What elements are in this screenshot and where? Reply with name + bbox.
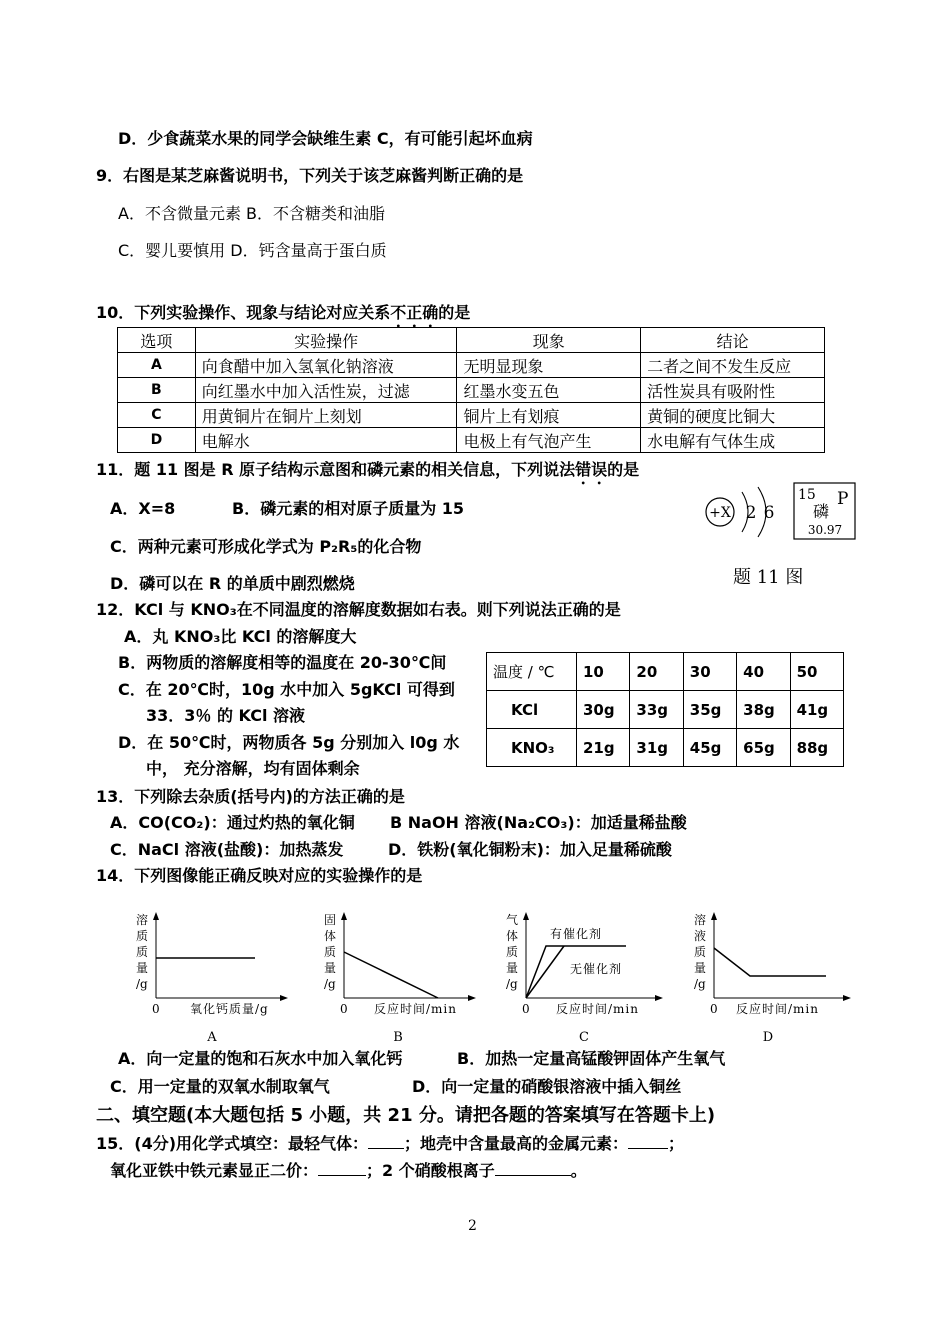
svg-text:0: 0	[152, 1002, 160, 1016]
table-cell: 二者之间不发生反应	[641, 353, 825, 378]
table-cell: 红墨水变五色	[457, 378, 641, 403]
q13-option-c: C．NaCl 溶液(盐酸)：加热蒸发	[110, 840, 344, 859]
svg-text:量: 量	[506, 961, 519, 975]
table-cell: 向红墨水中加入活性炭，过滤	[195, 378, 457, 403]
table-header-row	[487, 653, 844, 691]
q11-option-a: A．X=8	[110, 499, 176, 518]
table-header: 40	[737, 653, 790, 691]
q12-option-c-line2: 33．3％ 的 KCl 溶液	[146, 706, 306, 725]
svg-text:B: B	[393, 1030, 403, 1045]
svg-text:量: 量	[324, 961, 337, 975]
q11-option-b: B．磷元素的相对原子质量为 15	[232, 499, 465, 518]
svg-text:A: A	[207, 1030, 217, 1045]
table-header: 20	[630, 653, 683, 691]
table-header: 结论	[641, 328, 825, 353]
graph-b	[318, 910, 488, 1045]
svg-text:0: 0	[340, 1002, 348, 1016]
q9-options-line2: C．婴儿要慎用 D．钙含量高于蛋白质	[118, 241, 387, 260]
table-cell: 30g	[577, 691, 630, 729]
q14-stem: 14．下列图像能正确反映对应的实验操作的是	[96, 866, 423, 885]
table-cell: 31g	[630, 729, 683, 767]
svg-text:溶: 溶	[694, 913, 707, 927]
table-cell: 电解水	[195, 428, 457, 453]
q14-option-a: A．向一定量的饱和石灰水中加入氧化钙	[118, 1049, 403, 1068]
svg-text:质: 质	[324, 945, 337, 959]
table-cell: 88g	[790, 729, 843, 767]
svg-text:反应时间/min: 反应时间/min	[374, 1002, 457, 1016]
figure-11-caption: 题 11 图	[733, 567, 804, 588]
q10-table	[117, 327, 825, 453]
q15-line2: 氧化亚铁中铁元素显正二价： ；2 个硝酸根离子 。	[110, 1161, 587, 1180]
table-header: 30	[683, 653, 736, 691]
q14-option-b: B．加热一定量高锰酸钾固体产生氧气	[457, 1049, 726, 1068]
table-header: 温度 / ℃	[487, 653, 577, 691]
solubility-table	[486, 652, 844, 767]
table-row	[118, 353, 825, 378]
table-cell: 电极上有气泡产生	[457, 428, 641, 453]
svg-text:固: 固	[324, 913, 337, 927]
svg-text:质: 质	[694, 945, 707, 959]
table-cell: 无明显现象	[457, 353, 641, 378]
svg-text:0: 0	[710, 1002, 718, 1016]
table-cell: D	[118, 428, 196, 453]
q9-options-line1: A．不含微量元素 B．不含糖类和油脂	[118, 204, 386, 223]
graph-d-line	[714, 948, 826, 976]
svg-text:氧化钙质量/g: 氧化钙质量/g	[190, 1002, 269, 1016]
table-header-row	[118, 328, 825, 353]
q13-stem: 13．下列除去杂质(括号内)的方法正确的是	[96, 787, 405, 806]
atomic-mass: 30.97	[807, 523, 843, 537]
table-cell: 铜片上有划痕	[457, 403, 641, 428]
graph-c	[500, 910, 675, 1045]
q8-option-d: D．少食蔬菜水果的同学会缺维生素 C，有可能引起坏血病	[118, 129, 533, 148]
svg-text:D: D	[762, 1030, 774, 1045]
q14-option-d: D．向一定量的硝酸银溶液中插入铜丝	[412, 1077, 682, 1096]
q10-stem: 10．下列实验操作、现象与结论对应关系不正确的是	[96, 303, 471, 322]
table-cell: 用黄铜片在铜片上刻划	[195, 403, 457, 428]
svg-text:0: 0	[522, 1002, 530, 1016]
table-cell: KCl	[487, 691, 577, 729]
table-header: 50	[790, 653, 843, 691]
table-header: 实验操作	[195, 328, 457, 353]
svg-text:有催化剂: 有催化剂	[550, 927, 603, 941]
shell-electrons-2: 6	[763, 503, 775, 523]
answer-blank	[628, 1148, 668, 1149]
section-2-title: 二、填空题(本大题包括 5 小题，共 21 分。请把各题的答案填写在答题卡上)	[96, 1105, 716, 1126]
table-cell: C	[118, 403, 196, 428]
svg-text:液: 液	[694, 929, 707, 943]
q13-option-b: B NaOH 溶液(Na₂CO₃)：加适量稀盐酸	[390, 813, 687, 832]
q15-line1: 15．(4分)用化学式填空：最轻气体： ；地壳中含量最高的金属元素： ；	[96, 1134, 685, 1153]
nucleus-label: +X	[709, 505, 731, 521]
element-symbol: P	[837, 489, 849, 509]
svg-text:体: 体	[324, 929, 337, 943]
table-row	[118, 428, 825, 453]
table-header: 现象	[457, 328, 641, 353]
svg-text:/g: /g	[694, 977, 706, 991]
svg-text:质: 质	[136, 929, 149, 943]
q14-option-c: C．用一定量的双氧水制取氧气	[110, 1077, 330, 1096]
table-row	[487, 691, 844, 729]
q11-option-d: D．磷可以在 R 的单质中剧烈燃烧	[110, 574, 355, 593]
table-cell: 35g	[683, 691, 736, 729]
answer-blank	[368, 1148, 404, 1149]
q12-option-d-line1: D．在 50℃时，两物质各 5g 分别加入 l0g 水	[118, 733, 460, 752]
q13-option-a: A．CO(CO₂)：通过灼热的氧化铜	[110, 813, 355, 832]
svg-text:量: 量	[136, 961, 149, 975]
table-cell: 21g	[577, 729, 630, 767]
table-row	[118, 378, 825, 403]
table-cell: 33g	[630, 691, 683, 729]
table-cell: A	[118, 353, 196, 378]
table-header: 10	[577, 653, 630, 691]
table-header: 选项	[118, 328, 196, 353]
table-row	[487, 729, 844, 767]
svg-text:气: 气	[506, 913, 519, 927]
table-cell: 38g	[737, 691, 790, 729]
table-cell: 水电解有气体生成	[641, 428, 825, 453]
svg-text:反应时间/min: 反应时间/min	[736, 1002, 819, 1016]
atom-structure-diagram	[700, 482, 795, 542]
svg-text:量: 量	[694, 961, 707, 975]
q11-stem: 11．题 11 图是 R 原子结构示意图和磷元素的相关信息，下列说法错误的是	[96, 460, 640, 479]
table-cell: 45g	[683, 729, 736, 767]
q12-option-d-line2: 中， 充分溶解，均有固体剩余	[146, 759, 360, 778]
table-cell: 黄铜的硬度比铜大	[641, 403, 825, 428]
table-cell: 向食醋中加入氢氧化钠溶液	[195, 353, 457, 378]
graph-a	[130, 910, 300, 1045]
table-row	[118, 403, 825, 428]
page-number: 2	[468, 1218, 477, 1234]
q12-option-a: A．丸 KNO₃比 KCl 的溶解度大	[124, 627, 357, 646]
q9-stem: 9．右图是某芝麻酱说明书，下列关于该芝麻酱判断正确的是	[96, 166, 524, 185]
table-cell: 65g	[737, 729, 790, 767]
shell-electrons-1: 2	[745, 503, 757, 523]
q12-stem: 12．KCl 与 KNO₃在不同温度的溶解度数据如右表。则下列说法正确的是	[96, 600, 621, 619]
table-cell: 活性炭具有吸附性	[641, 378, 825, 403]
q12-option-c-line1: C．在 20℃时，10g 水中加入 5gKCl 可得到	[118, 680, 455, 699]
table-cell: B	[118, 378, 196, 403]
answer-blank	[318, 1175, 366, 1176]
answer-blank	[495, 1175, 571, 1176]
graph-d	[688, 910, 863, 1045]
graph-c-no-catalyst-line	[526, 946, 564, 998]
svg-text:无催化剂: 无催化剂	[570, 962, 623, 976]
svg-text:/g: /g	[324, 977, 336, 991]
svg-text:体: 体	[506, 929, 519, 943]
svg-text:质: 质	[506, 945, 519, 959]
svg-text:C: C	[579, 1030, 589, 1045]
svg-text:溶: 溶	[136, 913, 149, 927]
q13-option-d: D．铁粉(氧化铜粉末)：加入足量稀硫酸	[388, 840, 672, 859]
svg-text:质: 质	[136, 945, 149, 959]
q12-option-b: B．两物质的溶解度相等的温度在 20-30℃间	[118, 653, 447, 672]
svg-text:反应时间/min: 反应时间/min	[556, 1002, 639, 1016]
element-cell-phosphorus	[793, 482, 857, 542]
element-name: 磷	[813, 502, 830, 521]
table-cell: KNO₃	[487, 729, 577, 767]
q11-option-c: C．两种元素可形成化学式为 P₂R₅的化合物	[110, 537, 422, 556]
svg-text:/g: /g	[506, 977, 518, 991]
table-cell: 41g	[790, 691, 843, 729]
svg-text:/g: /g	[136, 977, 148, 991]
graph-b-line	[344, 952, 438, 998]
atomic-number: 15	[798, 487, 816, 503]
